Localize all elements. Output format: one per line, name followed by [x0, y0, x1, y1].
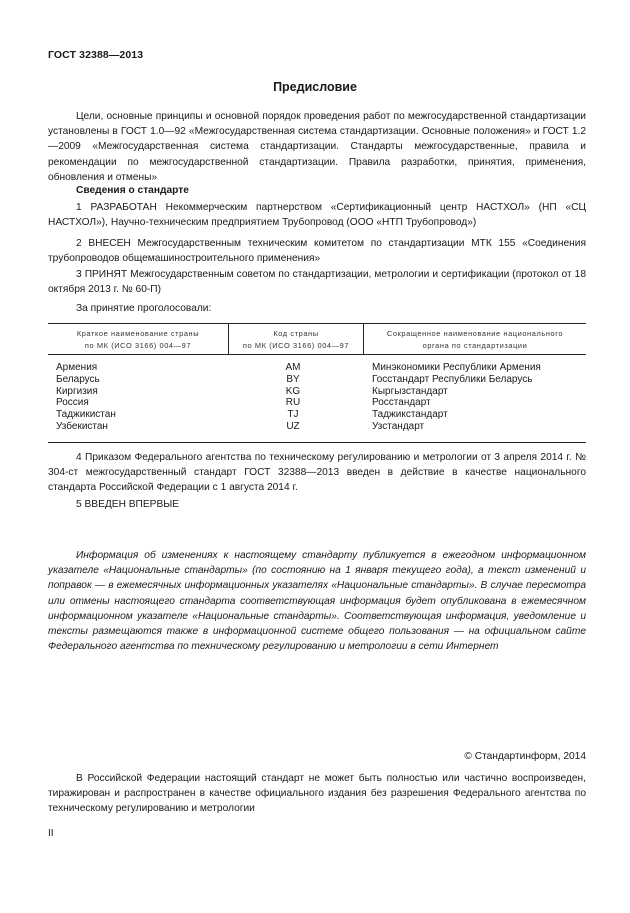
- item-1-developed: 1 РАЗРАБОТАН Некоммерческим партнерством «Сертификационный центр НАСТХОЛ» (НП «СЦ НАСТХОЛ»), Научно-техническим предприятием Трубопровод (ООО «НТП Трубопровод»): [48, 202, 586, 229]
- table-cell-body: Кыргызстандарт: [372, 385, 448, 397]
- standards-body-column: [372, 362, 582, 433]
- header-code-line2: по МК (ИСО 3166) 004—97: [242, 341, 350, 350]
- table-cell-body: Минэкономики Республики Армения: [372, 362, 541, 373]
- table-cell-code: BY: [286, 373, 300, 385]
- table-cell-code: TJ: [287, 409, 299, 421]
- header-body-line2: органа по стандартизации: [422, 341, 528, 350]
- item-4-order: 4 Приказом Федерального агентства по техническому регулированию и метрологии от 3 апреля 2014 г. № 304-ст межгосударственный стандарт ГОСТ 32388—2013 введен в действие в качестве национального стандарта Российской Федерации с 1 августа 2014 г.: [48, 452, 586, 494]
- table-cell-body: Узстандарт: [372, 420, 425, 432]
- voting-table: [48, 323, 586, 443]
- header-body-line1: Сокращенное наименование национального: [386, 329, 564, 338]
- header-country-line2: по МК (ИСО 3166) 004—97: [84, 341, 192, 350]
- item-3-adopted: 3 ПРИНЯТ Межгосударственным советом по стандартизации, метрологии и сертификации (протокол от 18 октября 2013 г. № 60-П): [48, 269, 586, 296]
- country-column: [56, 362, 226, 433]
- table-cell-body: Росстандарт: [372, 397, 431, 409]
- page-number: II: [48, 828, 54, 839]
- table-header-code: [229, 328, 363, 352]
- table-cell-country: Узбекистан: [56, 420, 108, 432]
- table-header-row: [48, 324, 586, 355]
- reproduction-rights: В Российской Федерации настоящий стандарт не может быть полностью или частично воспроизведен, тиражирован и распространен в качестве официального издания без разрешения Федерального агентства по техническому регулированию и метрологии: [48, 773, 586, 815]
- table-cell-code: KG: [285, 385, 301, 397]
- table-header-body: [364, 328, 586, 352]
- table-cell-country: Беларусь: [56, 373, 100, 385]
- table-cell-body: Госстандарт Республики Беларусь: [372, 373, 533, 385]
- table-cell-body: Таджикстандарт: [372, 409, 448, 421]
- table-cell-country: Таджикистан: [56, 409, 116, 421]
- table-header-country: [48, 328, 228, 352]
- table-cell-code: AM: [285, 362, 301, 373]
- table-cell-country: Армения: [56, 362, 98, 373]
- table-cell-country: Россия: [56, 397, 89, 409]
- info-heading: Сведения о стандарте: [76, 185, 189, 196]
- code-column: [238, 362, 348, 433]
- table-cell-code: RU: [285, 397, 301, 409]
- changes-notice: Информация об изменениях к настоящему стандарту публикуется в ежегодном информационном указателе «Национальные стандарты» (по состоянию на 1 января текущего года), а текст изменений и поправок — в ежемесячных информационных указателях «Национальные стандарты». В случае пересмотра или отмены настоящего стандарта соответствующая информация будет опубликована в ежемесячном информационном указателе «Национальные стандарты». Соответствующая информация, уведомление и тексты размещаются также в информационной системе общего пользования — на официальном сайте Федерального агентства по техническому регулированию и метрологии в сети Интернет: [48, 550, 586, 653]
- item-2-introduced: 2 ВНЕСЕН Межгосударственным техническим комитетом по стандартизации МТК 155 «Соединения трубопроводов общемашиностроительного применения»: [48, 238, 586, 265]
- document-code: ГОСТ 32388—2013: [48, 49, 144, 61]
- table-cell-code: UZ: [286, 420, 300, 432]
- intro-paragraph: Цели, основные принципы и основной порядок проведения работ по межгосударственной стандартизации установлены в ГОСТ 1.0—92 «Межгосударственная система стандартизации. Основные положения» и ГОСТ 1.2—2009 «Межгосударственная система стандартизации. Стандарты межгосударственные, правила и рекомендации по межгосударственной стандартизации. Правила разработки, принятия, применения, обновления и отмены»: [48, 111, 586, 183]
- header-code-line1: Код страны: [273, 329, 319, 338]
- voted-label: За принятие проголосовали:: [76, 303, 212, 314]
- section-title: Предисловие: [273, 80, 357, 94]
- item-5-first-introduced: 5 ВВЕДЕН ВПЕРВЫЕ: [76, 499, 180, 510]
- copyright-line: © Стандартинформ, 2014: [464, 751, 586, 762]
- header-country-line1: Краткое наименование страны: [76, 329, 200, 338]
- table-cell-country: Киргизия: [56, 385, 98, 397]
